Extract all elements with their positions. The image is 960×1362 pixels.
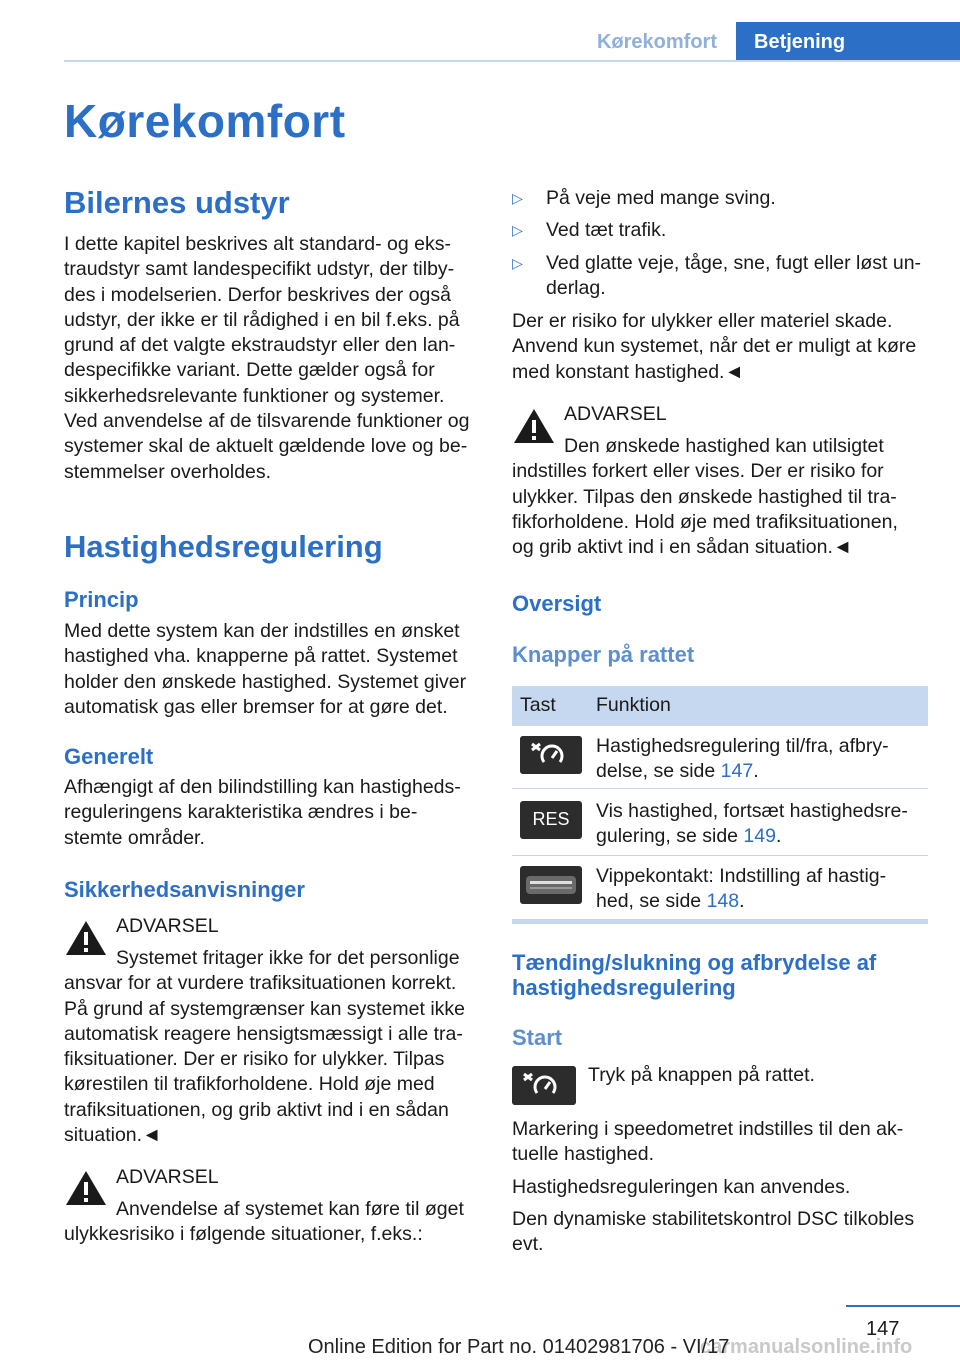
footer-edition: Online Edition for Part no. 01402981706 - VI/17 [308,1336,730,1358]
column-header-funktion: Funktion [596,694,671,716]
heading-taending: Tænding/slukning og afbrydelse af hastighedsregulering [512,950,877,1000]
bullet-triangle-icon: ▷ [512,255,523,271]
rocker-switch-icon [520,866,582,904]
warning-title: ADVARSEL [116,1166,219,1188]
heading-princip: Princip [64,587,139,612]
heading-sikkerhedsanvisninger: Sikkerhedsanvisninger [64,877,305,902]
header-chapter-tab: Betjening [736,22,960,62]
page-link[interactable]: 148 [706,890,740,913]
heading-generelt: Generelt [64,744,154,769]
table-bottom-rule [512,919,928,924]
header-rule [64,60,960,62]
warning-text-2: Anvendelse af systemet kan føre til øget ulykkesrisiko i følgende situationer, f.eks.: [64,1198,464,1246]
table-header [512,686,928,726]
watermark: carmanualsonline.info [700,1336,913,1358]
paragraph-dsc: Den dynamiske stabilitetskontrol DSC tilkobles evt. [512,1208,915,1256]
table-row: Vippekontakt: Indstilling af hastig- hed, se side 148. [512,856,928,918]
table-row: Hastighedsregulering til/fra, afbry- delse, se side 147. [512,726,928,789]
warning-title: ADVARSEL [116,915,219,937]
header-section-tab: Kørekomfort [596,31,717,53]
warning-title: ADVARSEL [564,403,667,425]
paragraph-risiko: Der er risiko for ulykker eller materiel skade. Anvend kun systemet, når det er muligt at køre med konstant hastighed.◄ [512,310,917,383]
paragraph-start-button: Tryk på knappen på rattet. [588,1064,815,1086]
page-title: Kørekomfort [64,95,346,147]
heading-bilernes-udstyr: Bilernes udstyr [64,185,290,220]
cruise-control-button-icon [512,1066,576,1105]
bullet-triangle-icon: ▷ [512,190,523,206]
column-header-tast: Tast [520,694,556,716]
heading-oversigt: Oversigt [512,591,602,616]
paragraph-udstyr: I dette kapitel beskrives alt standard- og eks- traudstyr samt landespecifikt udstyr, der tilby- des i modelserien. Derfor beskrives der også udstyr, der ikke er til rådighed i en bil f.eks. på grund af det valgte ekstraudstyr eller den lan- despecifikke variant. Dette gælder også for sikkerhedsrelevante funktioner og systemer. Ved anvendelse af de tilsvarende funktioner og systemer skal de aktuelt gældende love og be- stemmelser overholdes. [64,233,470,483]
page-link[interactable]: 147 [720,760,754,783]
heading-knapper: Knapper på rattet [512,642,695,667]
warning-text-1: Systemet fritager ikke for det personlige ansvar for at vurdere trafiksituationen korrekt. På grund af systemgrænser kan systemet ikke automatisk reagere hensigtsmæssigt i alle tra- fiksituationer. Der er risiko for ulykker. Tilpas kørestilen til trafikforholdene. Hold øje med trafiksituationen, og grib aktivt ind i en sådan situation.◄ [64,947,465,1147]
paragraph-generelt: Afhængigt af den bilindstilling kan hastigheds- reguleringens karakteristika ændres i be- stemte områder. [64,776,461,849]
heading-start: Start [512,1025,563,1050]
paragraph-anvendes: Hastighedsreguleringen kan anvendes. [512,1176,851,1198]
list-item: ▷ Ved glatte veje, tåge, sne, fugt eller løst un- derlag. [512,252,922,300]
page-number-rule [846,1305,960,1307]
cruise-control-button-icon [520,736,582,774]
page-number: 147 [866,1318,900,1340]
table-row: RES Vis hastighed, fortsæt hastighedsre- gulering, se side 149. [512,789,928,856]
paragraph-princip: Med dette system kan der indstilles en ønsket hastighed vha. knapperne på rattet. Systemet holder den ønskede hastighed. Systemet giver automatisk gas eller bremser for at gøre det. [64,620,467,718]
warning-text-3: Den ønskede hastighed kan utilsigtet indstilles forkert eller vises. Der er risiko for ulykker. Tilpas den ønskede hastighed til tra- fikforholdene. Hold øje med trafiksituationen, og grib aktivt ind i en sådan situation.◄ [512,435,898,559]
paragraph-markering: Markering i speedometret indstilles til den ak- tuelle hastighed. [512,1118,904,1166]
res-button-icon: RES [520,801,582,839]
heading-hastighedsregulering: Hastighedsregulering [64,529,383,564]
page-link[interactable]: 149 [743,825,776,848]
bullet-triangle-icon: ▷ [512,222,523,238]
